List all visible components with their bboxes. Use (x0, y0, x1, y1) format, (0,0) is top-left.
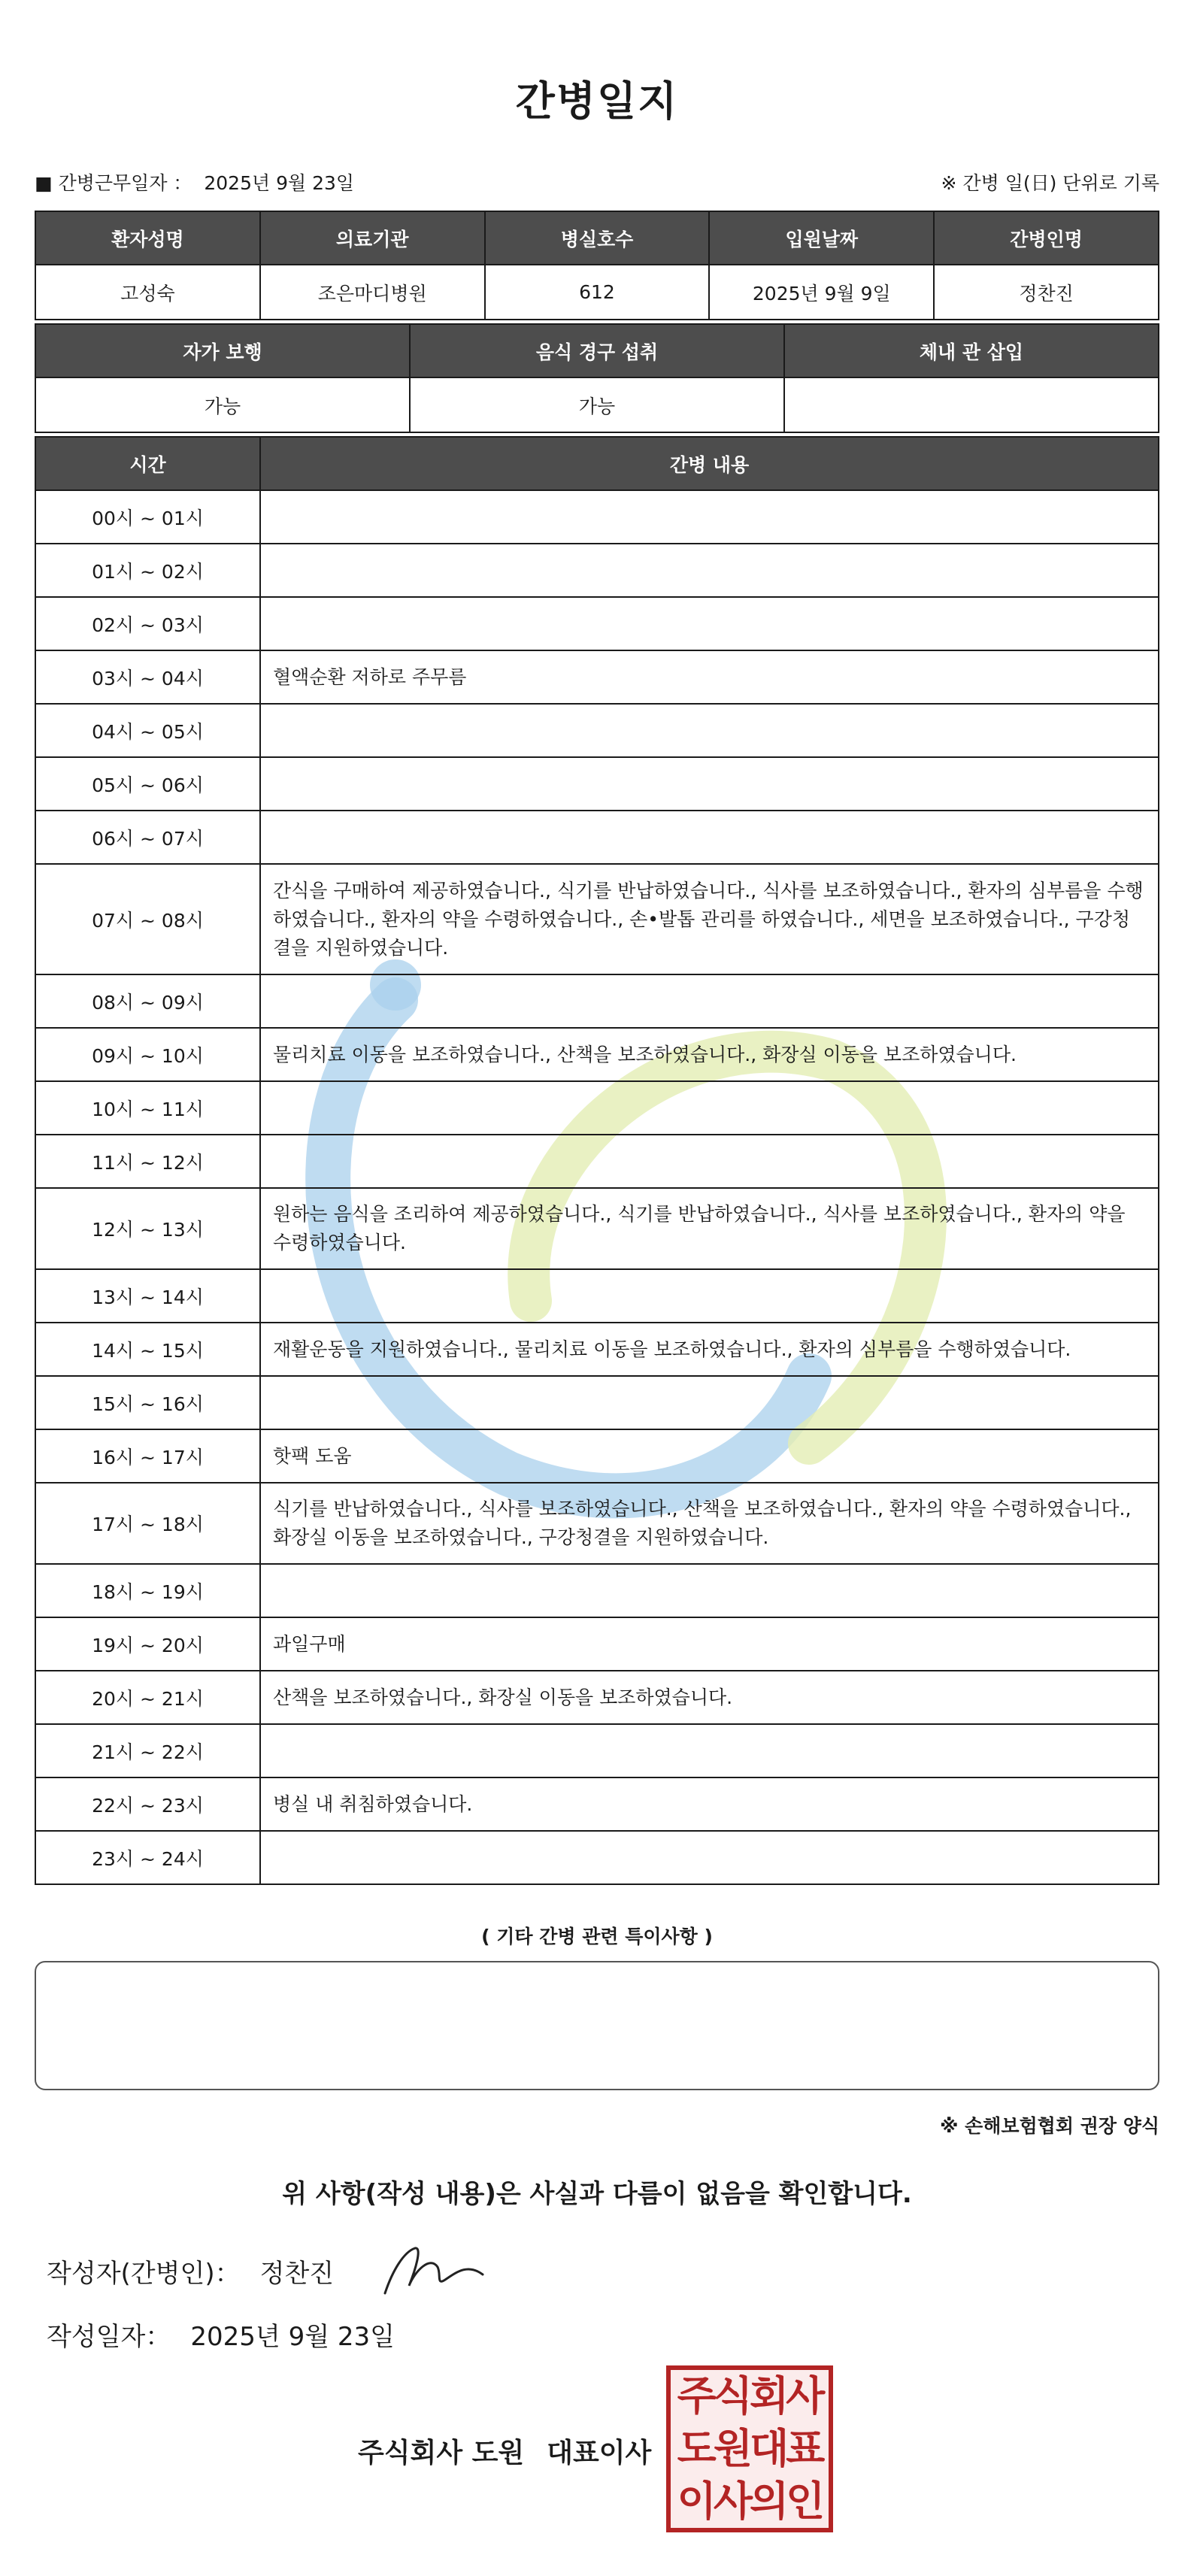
status-header-row (35, 324, 1159, 377)
patient-header-row (35, 211, 1159, 265)
tube-value (784, 377, 1159, 432)
row-content (260, 490, 1159, 544)
row-content (260, 757, 1159, 811)
work-date-label: ■ 간병근무일자 ： (35, 172, 192, 194)
special-notes-box (35, 1961, 1159, 2090)
row-time: 03시 ~ 04시 (35, 650, 260, 704)
patient-info-table (35, 211, 1159, 320)
care-log-table (35, 436, 1159, 1885)
row-time: 19시 ~ 20시 (35, 1617, 260, 1671)
row-content: 식기를 반납하였습니다., 식사를 보조하였습니다., 산책을 보조하였습니다., 환자의 약을 수령하였습니다., 화장실 이동을 보조하였습니다., 구강청결을 지원하였습니다. (260, 1483, 1159, 1564)
row-content: 혈액순환 저하로 주무름 (260, 650, 1159, 704)
table-row (35, 1188, 1159, 1269)
row-content (260, 704, 1159, 757)
table-row (35, 597, 1159, 650)
row-time: 15시 ~ 16시 (35, 1376, 260, 1429)
special-notes-title: ( 기타 간병 관련 특이사항 ) (481, 1926, 713, 1947)
row-content: 재활운동을 지원하였습니다., 물리치료 이동을 보조하였습니다., 환자의 심부름을 수행하였습니다. (260, 1323, 1159, 1376)
row-time: 09시 ~ 10시 (35, 1028, 260, 1081)
header-time: 시간 (35, 437, 260, 490)
row-content (260, 1081, 1159, 1135)
row-content (260, 811, 1159, 864)
status-value-row (35, 377, 1159, 432)
table-row (35, 704, 1159, 757)
document-title: 간병일지 (515, 77, 679, 125)
admission-date: 2025년 9월 9일 (709, 265, 934, 320)
company-name: 주식회사 도원 (358, 2438, 525, 2468)
row-content (260, 974, 1159, 1028)
table-row (35, 1831, 1159, 1884)
row-content: 물리치료 이동을 보조하였습니다., 산책을 보조하였습니다., 화장실 이동을 보조하였습니다. (260, 1028, 1159, 1081)
date-value: 2025년 9월 23일 (190, 2322, 395, 2352)
header-walking: 자가 보행 (35, 324, 410, 377)
row-content: 간식을 구매하여 제공하였습니다., 식기를 반납하였습니다., 식사를 보조하였습니다., 환자의 심부름을 수행하였습니다., 환자의 약을 수령하였습니다., 손•발톱 관리를 하였습니다., 세면을 보조하였습니다., 구강청결을 지원하였습니다. (260, 864, 1159, 974)
table-row (35, 757, 1159, 811)
recommend-note: ※ 손해보험협회 권장 양식 (940, 2115, 1159, 2137)
table-row (35, 1777, 1159, 1831)
table-row (35, 1028, 1159, 1081)
unit-note: ※ 간병 일(日) 단위로 기록 (941, 172, 1159, 194)
company-seal-icon (666, 2365, 833, 2532)
row-content (260, 1831, 1159, 1884)
row-time: 07시 ~ 08시 (35, 864, 260, 974)
table-row (35, 1724, 1159, 1777)
table-row (35, 1671, 1159, 1724)
table-row (35, 1269, 1159, 1323)
signature-icon (362, 2233, 493, 2301)
row-content (260, 1269, 1159, 1323)
company-line (358, 2432, 651, 2470)
row-content: 원하는 음식을 조리하여 제공하였습니다., 식기를 반납하였습니다., 식사를 보조하였습니다., 환자의 약을 수령하였습니다. (260, 1188, 1159, 1269)
row-time: 05시 ~ 06시 (35, 757, 260, 811)
row-time: 20시 ~ 21시 (35, 1671, 260, 1724)
patient-value-row (35, 265, 1159, 320)
row-content (260, 544, 1159, 597)
table-row (35, 1376, 1159, 1429)
row-content (260, 1564, 1159, 1617)
seal-line: 이사의인 (677, 2478, 823, 2525)
row-time: 06시 ~ 07시 (35, 811, 260, 864)
table-row (35, 1429, 1159, 1483)
row-content (260, 1135, 1159, 1188)
table-row (35, 864, 1159, 974)
row-time: 02시 ~ 03시 (35, 597, 260, 650)
written-date-line (47, 2316, 395, 2353)
log-header-row (35, 437, 1159, 490)
meta-row (35, 167, 1159, 197)
caregiver-name: 정찬진 (934, 265, 1159, 320)
table-row (35, 1323, 1159, 1376)
seal-line: 주식회사 (677, 2372, 823, 2420)
table-row (35, 1617, 1159, 1671)
header-tube: 체내 관 삽입 (784, 324, 1159, 377)
row-time: 16시 ~ 17시 (35, 1429, 260, 1483)
ceo-label: 대표이사 (547, 2438, 652, 2468)
walking-value: 가능 (35, 377, 410, 432)
room-number: 612 (485, 265, 710, 320)
row-time: 23시 ~ 24시 (35, 1831, 260, 1884)
table-row (35, 1081, 1159, 1135)
row-time: 14시 ~ 15시 (35, 1323, 260, 1376)
table-row (35, 1564, 1159, 1617)
writer-label: 작성자(간병인)： (47, 2259, 241, 2289)
oral-intake-value: 가능 (410, 377, 784, 432)
table-row (35, 1483, 1159, 1564)
writer-line (47, 2253, 334, 2290)
header-caregiver: 간병인명 (934, 211, 1159, 265)
row-time: 01시 ~ 02시 (35, 544, 260, 597)
row-time: 17시 ~ 18시 (35, 1483, 260, 1564)
header-admission-date: 입원날짜 (709, 211, 934, 265)
header-room: 병실호수 (485, 211, 710, 265)
table-row (35, 974, 1159, 1028)
writer-name: 정찬진 (259, 2259, 335, 2289)
confirmation-statement: 위 사항(작성 내용)은 사실과 다름이 없음을 확인합니다. (282, 2179, 912, 2209)
row-content: 산책을 보조하였습니다., 화장실 이동을 보조하였습니다. (260, 1671, 1159, 1724)
row-content: 과일구매 (260, 1617, 1159, 1671)
seal-line: 도원대표 (677, 2425, 823, 2472)
row-time: 12시 ~ 13시 (35, 1188, 260, 1269)
table-row (35, 650, 1159, 704)
row-content (260, 1724, 1159, 1777)
row-time: 11시 ~ 12시 (35, 1135, 260, 1188)
table-row (35, 544, 1159, 597)
row-time: 00시 ~ 01시 (35, 490, 260, 544)
row-time: 22시 ~ 23시 (35, 1777, 260, 1831)
row-time: 10시 ~ 11시 (35, 1081, 260, 1135)
patient-status-table (35, 323, 1159, 433)
header-patient-name: 환자성명 (35, 211, 260, 265)
row-time: 18시 ~ 19시 (35, 1564, 260, 1617)
row-time: 21시 ~ 22시 (35, 1724, 260, 1777)
row-time: 13시 ~ 14시 (35, 1269, 260, 1323)
row-content: 핫팩 도움 (260, 1429, 1159, 1483)
header-oral-intake: 음식 경구 섭취 (410, 324, 784, 377)
row-time: 04시 ~ 05시 (35, 704, 260, 757)
table-row (35, 811, 1159, 864)
patient-name: 고성숙 (35, 265, 260, 320)
row-content (260, 597, 1159, 650)
hospital-name: 조은마디병원 (260, 265, 485, 320)
table-row (35, 1135, 1159, 1188)
work-date (35, 168, 354, 195)
row-time: 08시 ~ 09시 (35, 974, 260, 1028)
row-content: 병실 내 취침하였습니다. (260, 1777, 1159, 1831)
table-row (35, 490, 1159, 544)
work-date-value: 2025년 9월 23일 (204, 172, 355, 194)
header-care-content: 간병 내용 (260, 437, 1159, 490)
row-content (260, 1376, 1159, 1429)
date-label: 작성일자： (47, 2322, 171, 2352)
header-hospital: 의료기관 (260, 211, 485, 265)
